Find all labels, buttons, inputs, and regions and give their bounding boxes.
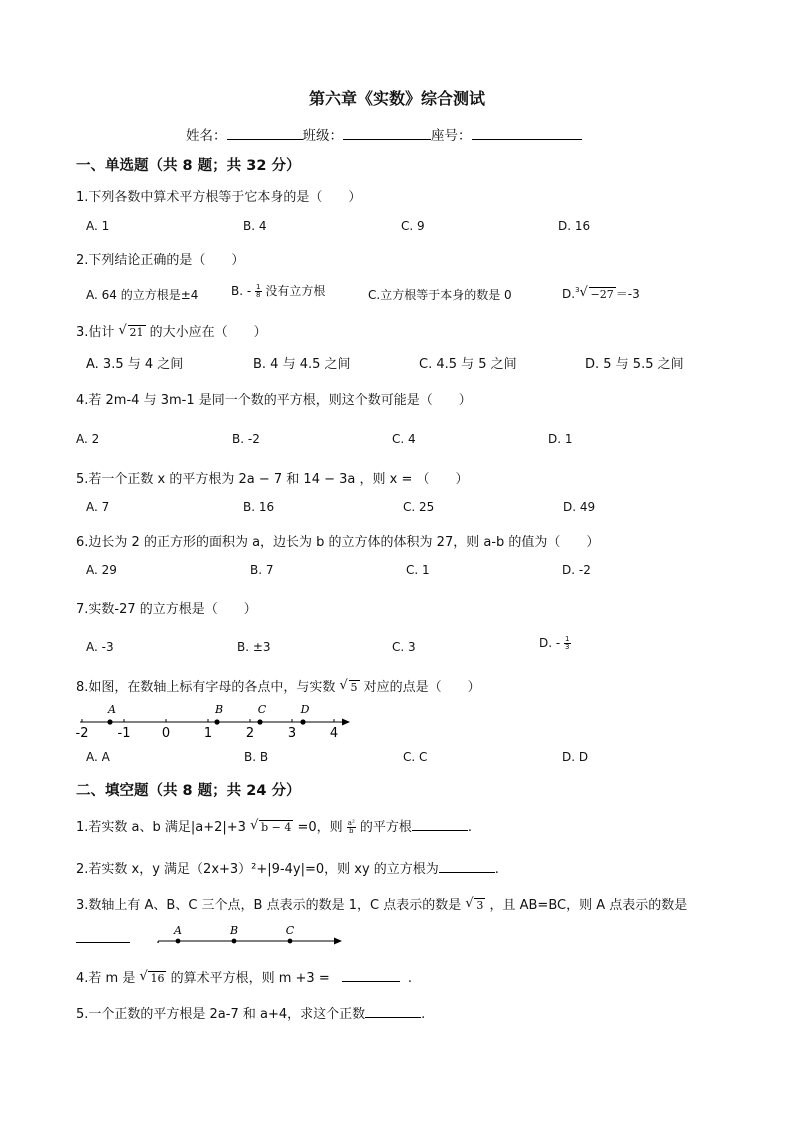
q1-option-a[interactable]: A. 1 (86, 219, 110, 233)
q3-option-b[interactable]: B. 4 与 4.5 之间 (253, 357, 351, 372)
number-line-q8 (72, 700, 362, 742)
q6-option-b[interactable]: B. 7 (250, 563, 274, 577)
sqrt-3: √ 3 (465, 896, 484, 912)
axis-point-label: B (229, 924, 239, 937)
sqrt-5: √ 5 (339, 678, 358, 694)
fraction-one-third: $\frac{1}{3}$ (565, 635, 570, 651)
q2-option-c[interactable]: C.立方根等于本身的数是 0 (368, 288, 512, 302)
fill-1-answer-blank[interactable] (412, 818, 468, 831)
fill-2: 2.若实数 x，y 满足（2x+3）²+|9-4y|=0，则 xy 的立方根为 . (76, 862, 499, 877)
q2-option-d[interactable]: D.$^3$ √ −27 ＝-3 (562, 285, 640, 301)
axis-tick-label: 1 (203, 726, 213, 741)
q2-b-suffix: 没有立方根 (261, 284, 326, 298)
question-5-stem: 5.若一个正数 x 的平方根为 2a − 7 和 14 − 3a ，则 x = （ ） (76, 472, 469, 487)
axis-tick-label: 2 (245, 726, 255, 741)
axis-point-label: A (108, 703, 116, 716)
q1-option-b[interactable]: B. 4 (243, 219, 267, 233)
class-label: 班级： (302, 128, 343, 144)
question-6-stem: 6.边长为 2 的正方形的面积为 a，边长为 b 的立方体的体积为 27，则 a-b 的值为（ ） (76, 535, 600, 550)
q8-option-c[interactable]: C. C (403, 750, 428, 764)
q3-option-d[interactable]: D. 5 与 5.5 之间 (585, 357, 684, 372)
q4-option-b[interactable]: B. -2 (232, 432, 260, 446)
q4-option-d[interactable]: D. 1 (548, 432, 573, 446)
axis-point-a (176, 939, 181, 944)
class-blank[interactable] (343, 126, 431, 140)
q7-option-a[interactable]: A. -3 (86, 640, 114, 654)
q8-option-a[interactable]: A. A (86, 750, 110, 764)
fill-3-answer-line: . (76, 930, 160, 947)
axis-tick-label: 0 (161, 726, 171, 741)
axis-point-label: A (174, 924, 182, 937)
axis-point-label: C (285, 924, 295, 937)
axis-point-a (107, 719, 112, 724)
sqrt-21: √ 21 (118, 323, 144, 339)
axis-point-label: B (214, 703, 224, 716)
axis-point-d (300, 719, 305, 724)
axis-tick-label: 3 (287, 726, 297, 741)
q5-option-b[interactable]: B. 16 (243, 500, 275, 514)
fill-5-answer-blank[interactable] (365, 1005, 421, 1018)
student-info-line (186, 124, 582, 144)
fill-4-answer-blank[interactable] (342, 969, 400, 982)
axis-point-label: D (300, 703, 310, 716)
axis-point-label: C (257, 703, 267, 716)
cube-root-index: 3 (575, 286, 580, 294)
fraction-a2-over-b: $\frac{\text{a²}}{b}$ (347, 819, 355, 835)
question-8-stem: 8.如图，在数轴上标有字母的各点中，与实数 √ 5 对应的点是（ ） (76, 678, 481, 695)
cube-root-neg27: √ −27 (579, 285, 614, 301)
q8-option-b[interactable]: B. B (244, 750, 269, 764)
q5-option-a[interactable]: A. 7 (86, 500, 110, 514)
q7-option-b[interactable]: B. ±3 (237, 640, 271, 654)
q1-option-d[interactable]: D. 16 (558, 219, 591, 233)
axis-tick-label: 4 (329, 726, 339, 741)
q5-option-c[interactable]: C. 25 (403, 500, 435, 514)
seat-label: 座号： (431, 128, 472, 144)
q6-option-a[interactable]: A. 29 (86, 563, 117, 577)
q4-option-a[interactable]: A. 2 (76, 432, 100, 446)
fill-2-answer-blank[interactable] (439, 860, 495, 873)
question-7-stem: 7.实数-27 的立方根是（ ） (76, 602, 257, 617)
axis-point-c (257, 719, 262, 724)
axis-point-group (173, 924, 295, 943)
fill-3: 3.数轴上有 A、B、C 三个点，B 点表示的数是 1，C 点表示的数是 √ 3 ，且 AB=BC，则 A 点表示的数是 (76, 896, 688, 913)
q7-option-d[interactable]: D. - $\frac{1}{3}$ (539, 635, 570, 651)
q8-option-d[interactable]: D. D (562, 750, 589, 764)
axis-arrow-icon (334, 938, 342, 945)
sqrt-b-minus-4: √ b − 4 (250, 818, 292, 834)
number-line-f3 (156, 924, 350, 950)
fill-3-answer-blank[interactable] (76, 930, 130, 943)
question-4-stem: 4.若 2m-4 与 3m-1 是同一个数的平方根，则这个数可能是（ ） (76, 393, 472, 408)
axis-arrow-icon (342, 719, 350, 726)
axis-point-b (232, 939, 237, 944)
name-label: 姓名： (186, 128, 227, 144)
question-3-stem: 3.估计 √ 21 的大小应在（ ） (76, 323, 267, 340)
question-1-stem: 1.下列各数中算术平方根等于它本身的是（ ） (76, 190, 362, 205)
q2-b-prefix: B. - (231, 284, 252, 298)
q1-option-c[interactable]: C. 9 (401, 219, 425, 233)
axis-tick-label: -2 (75, 726, 89, 741)
q3-option-c[interactable]: C. 4.5 与 5 之间 (419, 357, 517, 372)
section-heading-fill-blank: 二、填空题（共 8 题；共 24 分） (76, 783, 301, 799)
fill-1: 1.若实数 a、b 满足|a+2|+3 √ b − 4 =0，则 $\frac{\text{a²}}{b}$ 的平方根 . (76, 818, 473, 835)
seat-blank[interactable] (472, 126, 582, 140)
sqrt-16: √ 16 (139, 969, 165, 985)
q6-option-d[interactable]: D. -2 (562, 563, 591, 577)
name-blank[interactable] (227, 126, 303, 140)
axis-point-c (288, 939, 293, 944)
q7-option-c[interactable]: C. 3 (392, 640, 416, 654)
axis-tick-label: -1 (117, 726, 131, 741)
q3-option-a[interactable]: A. 3.5 与 4 之间 (86, 357, 184, 372)
section-heading-single-choice: 一、单选题（共 8 题；共 32 分） (76, 158, 301, 174)
q2-option-a[interactable]: A. 64 的立方根是±4 (86, 288, 199, 302)
q5-option-d[interactable]: D. 49 (563, 500, 596, 514)
fill-4: 4.若 m 是 √ 16 的算术平方根，则 m +3 = . (76, 969, 412, 986)
question-2-stem: 2.下列结论正确的是（ ） (76, 253, 245, 268)
page-title: 第六章《实数》综合测试 (308, 89, 485, 108)
q2-option-b[interactable] (231, 282, 325, 299)
fraction-one-eighth: $\frac{1}{8}$ (256, 283, 261, 299)
fill-5: 5.一个正数的平方根是 2a-7 和 a+4，求这个正数 . (76, 1007, 426, 1022)
q6-option-c[interactable]: C. 1 (406, 563, 430, 577)
q4-option-c[interactable]: C. 4 (392, 432, 416, 446)
axis-point-b (214, 719, 219, 724)
